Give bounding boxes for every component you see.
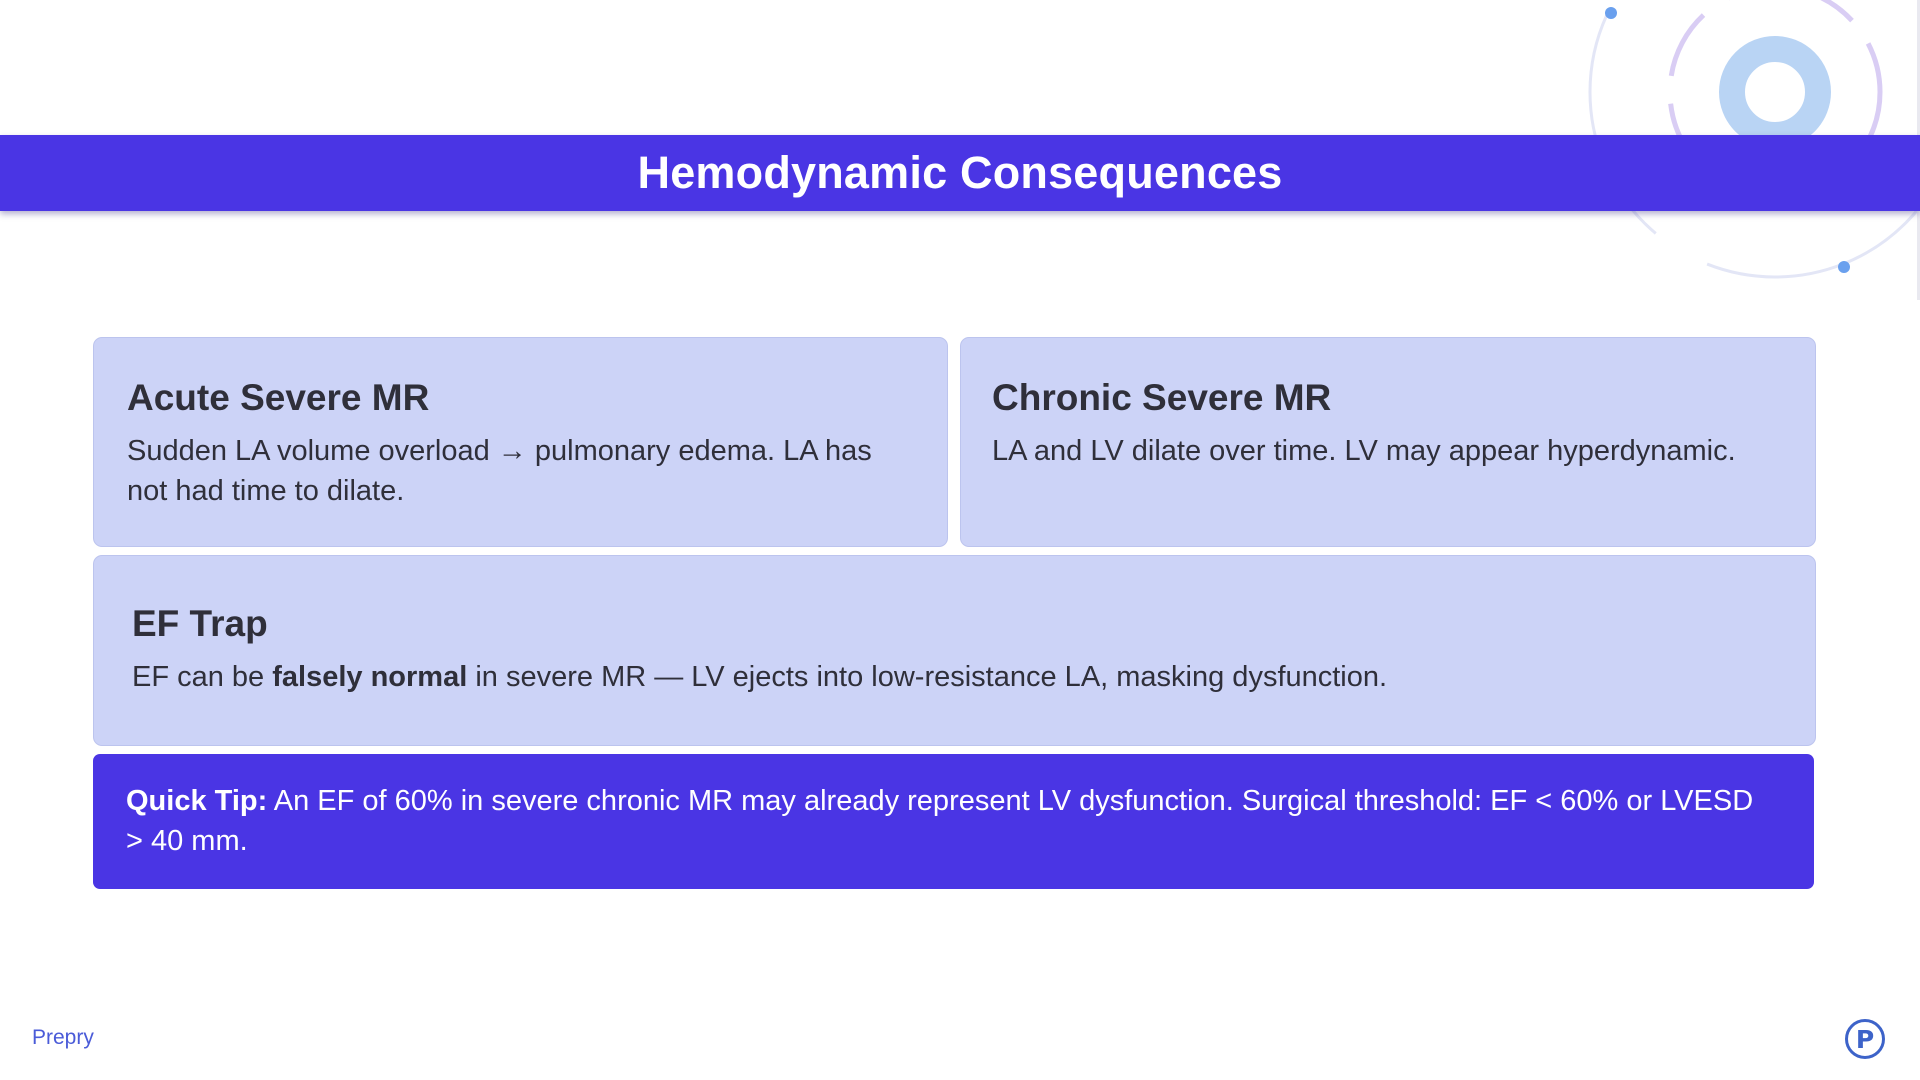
title-bar <box>0 135 1920 211</box>
card-body <box>132 657 1783 697</box>
chronic-severe-mr-card <box>960 337 1816 547</box>
footer-brand: Prepry <box>32 1026 94 1049</box>
card-body-emphasis: falsely normal <box>272 660 468 693</box>
card-body: Sudden LA volume overload → pulmonary edema. LA has not had time to dilate. <box>127 434 872 507</box>
quick-tip-label: Quick Tip: <box>126 785 268 817</box>
acute-severe-mr-card <box>93 337 948 547</box>
card-body-prefix: EF can be <box>132 660 273 693</box>
card-body-suffix: in severe MR — LV ejects into low-resistance LA, masking dysfunction. <box>467 660 1388 693</box>
quick-tip-banner <box>93 754 1814 889</box>
card-title: Chronic Severe MR <box>992 377 1332 418</box>
slide-title: Hemodynamic Consequences <box>637 147 1283 198</box>
prepry-logo-icon <box>1845 1019 1885 1059</box>
card-title: Acute Severe MR <box>127 377 430 418</box>
quick-tip-text: An EF of 60% in severe chronic MR may already represent LV dysfunction. Surgical threshold: EF < 60% or LVESD > 40 mm. <box>126 785 1754 857</box>
card-title: EF Trap <box>132 603 268 644</box>
logo-letter: P <box>1855 1024 1875 1054</box>
card-body: LA and LV dilate over time. LV may appear hyperdynamic. <box>992 434 1736 467</box>
ef-trap-card <box>93 555 1816 746</box>
